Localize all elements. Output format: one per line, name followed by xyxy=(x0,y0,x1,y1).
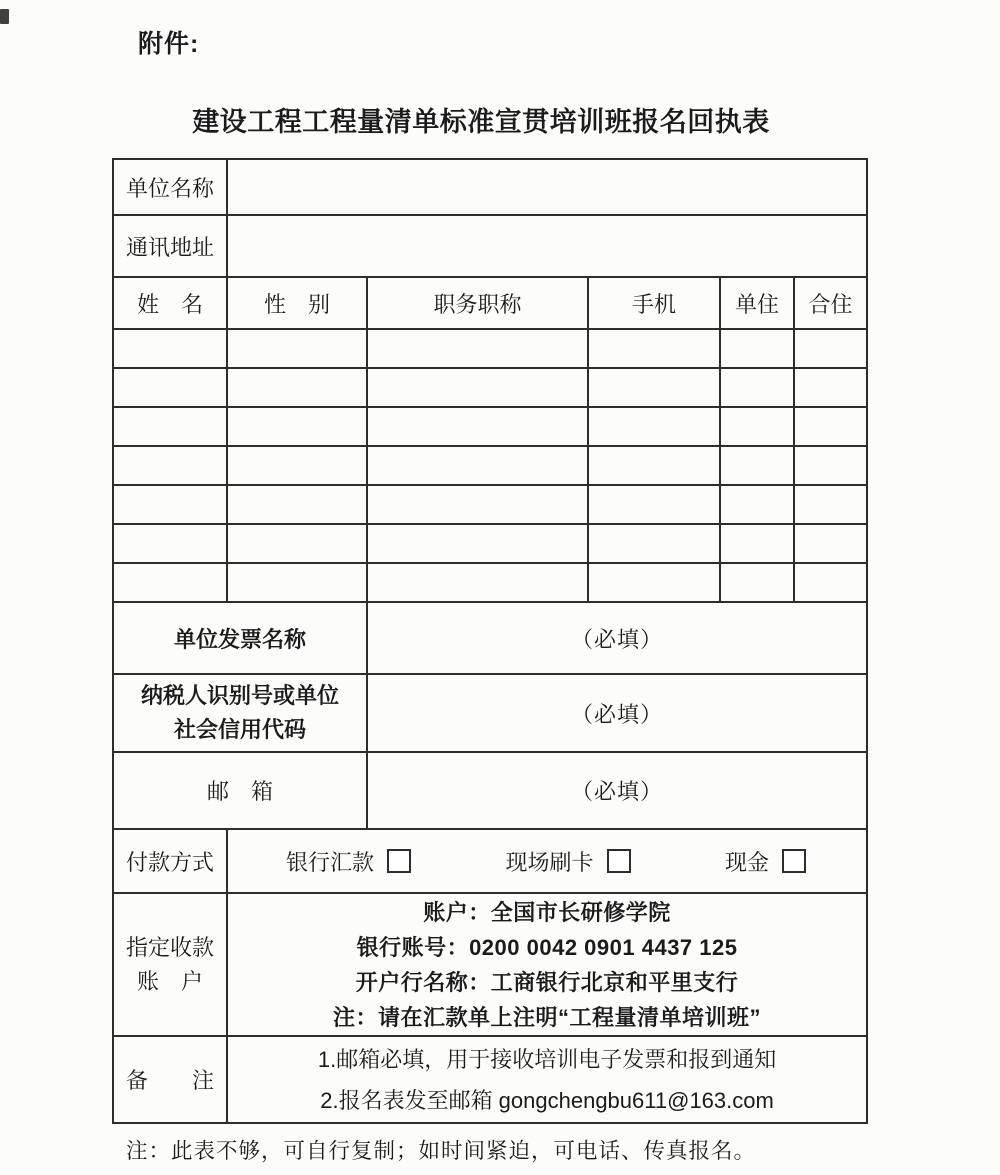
fill-cell xyxy=(227,563,367,602)
payment-option-bank-transfer xyxy=(286,846,411,877)
fill-cell xyxy=(588,524,720,563)
fill-cell xyxy=(720,524,794,563)
payee-account-label xyxy=(113,893,227,1036)
fill-cell xyxy=(588,329,720,368)
payee-account-row xyxy=(113,893,867,1036)
remarks-label: 备 注 xyxy=(113,1036,227,1123)
fill-cell xyxy=(794,563,867,602)
fill-cell xyxy=(794,329,867,368)
attendee-empty-row xyxy=(113,329,867,368)
fill-cell xyxy=(720,368,794,407)
payment-options-cell xyxy=(227,829,867,893)
fill-cell xyxy=(794,485,867,524)
fill-cell xyxy=(227,329,367,368)
payment-option-label: 现场刷卡 xyxy=(505,849,594,875)
fill-cell xyxy=(227,485,367,524)
fill-cell xyxy=(720,407,794,446)
registration-form-table xyxy=(112,158,868,1124)
fill-cell xyxy=(720,446,794,485)
fill-cell xyxy=(113,524,227,563)
fill-cell xyxy=(227,446,367,485)
address-fill-cell xyxy=(227,215,867,277)
fill-cell xyxy=(367,407,588,446)
payee-account-holder: 账户：全国市长研修学院 xyxy=(423,899,671,925)
checkbox-icon xyxy=(387,849,411,873)
fill-cell xyxy=(113,407,227,446)
taxpayer-id-required-hint: （必填） xyxy=(367,674,867,752)
fill-cell xyxy=(794,524,867,563)
invoice-name-label: 单位发票名称 xyxy=(113,602,367,674)
address-label: 通讯地址 xyxy=(113,215,227,277)
remarks-content xyxy=(227,1036,867,1123)
attendee-empty-row xyxy=(113,524,867,563)
payee-account-label-line1: 指定收款 xyxy=(125,934,214,960)
fill-cell xyxy=(113,446,227,485)
fill-cell xyxy=(588,407,720,446)
payee-bank-account-number: 银行账号：0200 0042 0901 4437 125 xyxy=(356,934,738,960)
attendee-header-row xyxy=(113,277,867,329)
payment-option-cash xyxy=(725,846,806,877)
fill-cell xyxy=(113,329,227,368)
fill-cell xyxy=(113,485,227,524)
page-title: 建设工程工程量清单标准宣贯培训班报名回执表 xyxy=(192,107,770,137)
column-header-single-room: 单住 xyxy=(720,277,794,329)
fill-cell xyxy=(367,485,588,524)
fill-cell xyxy=(794,368,867,407)
taxpayer-id-row xyxy=(113,674,867,752)
payment-option-label: 现金 xyxy=(725,849,770,875)
email-row xyxy=(113,752,867,829)
unit-name-fill-cell xyxy=(227,159,867,215)
fill-cell xyxy=(588,485,720,524)
taxpayer-id-label xyxy=(113,674,367,752)
remarks-line-2: 2.报名表发至邮箱 gongchengbu611@163.com xyxy=(320,1087,774,1113)
unit-name-label: 单位名称 xyxy=(113,159,227,215)
scan-artifact xyxy=(0,9,9,24)
remarks-row xyxy=(113,1036,867,1123)
fill-cell xyxy=(367,368,588,407)
table-row xyxy=(113,215,867,277)
fill-cell xyxy=(227,368,367,407)
column-header-title: 职务职称 xyxy=(367,277,588,329)
attendee-empty-row xyxy=(113,368,867,407)
fill-cell xyxy=(720,329,794,368)
fill-cell xyxy=(113,368,227,407)
taxpayer-id-label-line1: 纳税人识别号或单位 xyxy=(140,683,339,708)
payment-option-card-onsite xyxy=(506,846,631,877)
attendee-empty-row xyxy=(113,446,867,485)
invoice-name-required-hint: （必填） xyxy=(367,602,867,674)
fill-cell xyxy=(720,485,794,524)
attendee-empty-row xyxy=(113,407,867,446)
fill-cell xyxy=(588,563,720,602)
column-header-shared-room: 合住 xyxy=(794,277,867,329)
payee-account-label-line2: 账 户 xyxy=(136,968,203,994)
column-header-gender: 性 别 xyxy=(227,277,367,329)
footnote: 注：此表不够，可自行复制；如时间紧迫，可电话、传真报名。 xyxy=(126,1139,757,1163)
fill-cell xyxy=(367,524,588,563)
payment-option-label: 银行汇款 xyxy=(286,849,375,875)
fill-cell xyxy=(367,446,588,485)
checkbox-icon xyxy=(607,849,631,873)
fill-cell xyxy=(588,368,720,407)
invoice-name-row xyxy=(113,602,867,674)
email-label: 邮 箱 xyxy=(113,752,367,829)
payee-account-details xyxy=(227,893,867,1036)
fill-cell xyxy=(588,446,720,485)
email-required-hint: （必填） xyxy=(367,752,867,829)
payment-method-label: 付款方式 xyxy=(113,829,227,893)
fill-cell xyxy=(227,524,367,563)
attachment-label: 附件: xyxy=(138,30,200,58)
attendee-empty-row xyxy=(113,485,867,524)
fill-cell xyxy=(794,407,867,446)
payment-method-row xyxy=(113,829,867,893)
table-row xyxy=(113,159,867,215)
remarks-line-1: 1.邮箱必填，用于接收培训电子发票和报到通知 xyxy=(317,1046,777,1072)
payee-bank-name: 开户行名称：工商银行北京和平里支行 xyxy=(355,969,739,995)
fill-cell xyxy=(367,329,588,368)
column-header-name: 姓 名 xyxy=(113,277,227,329)
fill-cell xyxy=(227,407,367,446)
checkbox-icon xyxy=(782,849,806,873)
fill-cell xyxy=(720,563,794,602)
fill-cell xyxy=(113,563,227,602)
taxpayer-id-label-line2: 社会信用代码 xyxy=(173,717,306,742)
attendee-empty-row xyxy=(113,563,867,602)
fill-cell xyxy=(367,563,588,602)
payee-remittance-note: 注：请在汇款单上注明“工程量清单培训班” xyxy=(333,1004,762,1030)
fill-cell xyxy=(794,446,867,485)
column-header-mobile: 手机 xyxy=(588,277,720,329)
